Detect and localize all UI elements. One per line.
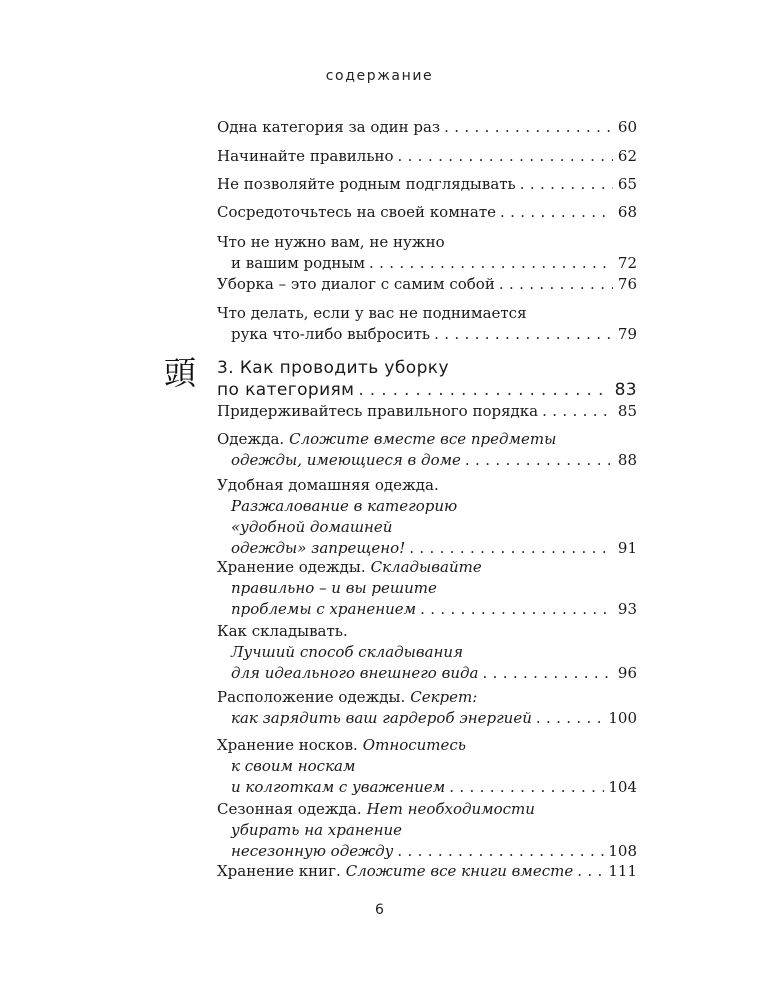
chapter-kanji-glyph: 頭: [163, 354, 196, 392]
toc-entry[interactable]: [217, 735, 637, 798]
dot-leader: [520, 174, 613, 195]
toc-entry-line: [217, 232, 637, 253]
entry-title: Сосредоточьтесь на своей комнате: [217, 203, 496, 221]
entry-subtitle: Нет необходимости: [366, 800, 535, 818]
toc-entry[interactable]: [217, 232, 637, 274]
dot-leader: [409, 538, 613, 559]
toc-entry-line: [217, 687, 637, 708]
dot-leader: [358, 379, 610, 401]
entry-page-number: 93: [617, 600, 637, 618]
toc-entry-line: [217, 146, 637, 167]
toc-entry[interactable]: [217, 687, 637, 729]
toc-entry-line: [217, 174, 637, 195]
entry-title: Хранение книг.: [217, 862, 341, 880]
entry-title: рука что-либо выбросить: [231, 325, 431, 343]
dot-leader: [577, 861, 604, 882]
toc-entry-line: [217, 621, 637, 642]
toc-entry[interactable]: [217, 401, 637, 422]
entry-subtitle: Относитесь: [362, 736, 466, 754]
entry-title: Расположение одежды.: [217, 688, 406, 706]
entry-page-number: 111: [608, 862, 637, 880]
entry-subtitle: несезонную одежду: [231, 842, 394, 860]
toc-entry-line: [217, 578, 637, 599]
toc-entry[interactable]: [217, 303, 637, 345]
running-head: содержание: [325, 68, 434, 84]
chapter-page-number: 83: [614, 380, 637, 400]
entry-subtitle: Складывайте: [370, 558, 482, 576]
toc-entry-line: [217, 663, 637, 684]
toc-entry-line: [217, 861, 637, 882]
toc-entry-line: [217, 401, 637, 422]
entry-title: Одежда.: [217, 430, 285, 448]
entry-title: Начинайте правильно: [217, 147, 394, 165]
entry-page-number: 60: [617, 118, 637, 136]
entry-subtitle: правильно – и вы решите: [231, 579, 437, 597]
toc-entry[interactable]: [217, 146, 637, 167]
toc-entry-line: [217, 324, 637, 345]
toc-entry-line: [217, 253, 637, 274]
entry-subtitle: Секрет:: [410, 688, 478, 706]
entry-page-number: 85: [617, 402, 637, 420]
entry-page-number: 96: [617, 664, 637, 682]
toc-entry-line: [217, 202, 637, 223]
entry-title: Удобная домашняя одежда.: [217, 476, 439, 494]
toc-entry-line: [217, 642, 637, 663]
entry-page-number: 79: [617, 325, 637, 343]
chapter-title-line1: 3. Как проводить уборку: [217, 358, 449, 378]
page-number: 6: [375, 902, 384, 918]
dot-leader: [369, 253, 613, 274]
entry-title: Не позволяйте родным подглядывать: [217, 175, 516, 193]
toc-entry-line: [217, 538, 637, 559]
entry-page-number: 91: [617, 539, 637, 557]
entry-page-number: 72: [617, 254, 637, 272]
toc-entry-line: [217, 429, 637, 450]
toc-entry[interactable]: [217, 475, 637, 559]
toc-entry-line: [217, 756, 637, 777]
toc-entry-line: [217, 735, 637, 756]
entry-subtitle: «удобной домашней: [231, 518, 393, 536]
entry-title: Сезонная одежда.: [217, 800, 362, 818]
toc-entry[interactable]: [217, 621, 637, 684]
entry-page-number: 100: [608, 709, 637, 727]
entry-title: Что делать, если у вас не поднимается: [217, 304, 527, 322]
entry-title: Одна категория за один раз: [217, 118, 441, 136]
dot-leader: [434, 324, 613, 345]
toc-entry[interactable]: [217, 429, 637, 471]
dot-leader: [536, 708, 604, 729]
entry-subtitle: Сложите вместе все предметы: [289, 430, 557, 448]
toc-entry-line: [217, 496, 637, 517]
toc-entry[interactable]: [217, 861, 637, 882]
entry-subtitle: для идеального внешнего вида: [231, 664, 479, 682]
toc-entry[interactable]: [217, 117, 637, 138]
toc-entry-line: [217, 557, 637, 578]
entry-page-number: 88: [617, 451, 637, 469]
entry-subtitle: убирать на хранение: [231, 821, 402, 839]
entry-title: Что не нужно вам, не нужно: [217, 233, 445, 251]
dot-leader: [465, 450, 613, 471]
entry-subtitle: Сложите все книги вместе: [345, 862, 574, 880]
toc-entry-line: [217, 517, 637, 538]
toc-entry[interactable]: [217, 799, 637, 862]
dot-leader: [499, 274, 613, 295]
dot-leader: [500, 202, 613, 223]
toc-entry-line: [217, 117, 637, 138]
dot-leader: [542, 401, 613, 422]
entry-subtitle: проблемы с хранением: [231, 600, 417, 618]
entry-subtitle: одежды» запрещено!: [231, 539, 406, 557]
entry-page-number: 68: [617, 203, 637, 221]
entry-page-number: 104: [608, 778, 637, 796]
dot-leader: [397, 841, 604, 862]
toc-entry[interactable]: [217, 174, 637, 195]
entry-title: Придерживайтесь правильного порядка: [217, 402, 539, 420]
entry-title: Хранение носков.: [217, 736, 358, 754]
toc-entry-line: [217, 274, 637, 295]
dot-leader: [482, 663, 613, 684]
chapter-title-line2: по категориям: [217, 380, 355, 400]
entry-subtitle: Лучший способ складывания: [231, 643, 464, 661]
toc-entry-line: [217, 450, 637, 471]
toc-entry-line: [217, 777, 637, 798]
entry-subtitle: как зарядить ваш гардероб энергией: [231, 709, 532, 727]
entry-subtitle: одежды, имеющиеся в доме: [231, 451, 461, 469]
entry-title: Хранение одежды.: [217, 558, 366, 576]
dot-leader: [449, 777, 604, 798]
toc-entry-line: [217, 475, 637, 496]
dot-leader: [444, 117, 613, 138]
entry-page-number: 65: [617, 175, 637, 193]
entry-subtitle: к своим носкам: [231, 757, 356, 775]
entry-title: Как складывать.: [217, 622, 348, 640]
toc-entry[interactable]: [217, 557, 637, 620]
toc-entry-line: [217, 708, 637, 729]
entry-page-number: 76: [617, 275, 637, 293]
entry-subtitle: Разжалование в категорию: [231, 497, 458, 515]
toc-entry-line: [217, 820, 637, 841]
toc-entry[interactable]: [217, 274, 637, 295]
toc-entry[interactable]: [217, 202, 637, 223]
toc-entry-line: [217, 841, 637, 862]
chapter-heading[interactable]: [217, 357, 637, 401]
entry-page-number: 62: [617, 147, 637, 165]
toc-entry-line: [217, 799, 637, 820]
toc-entry-line: [217, 599, 637, 620]
entry-page-number: 108: [608, 842, 637, 860]
toc-entry-line: [217, 303, 637, 324]
entry-title: Уборка – это диалог с самим собой: [217, 275, 495, 293]
entry-subtitle: и колготкам с уважением: [231, 778, 446, 796]
entry-title: и вашим родным: [231, 254, 366, 272]
dot-leader: [420, 599, 613, 620]
dot-leader: [398, 146, 613, 167]
